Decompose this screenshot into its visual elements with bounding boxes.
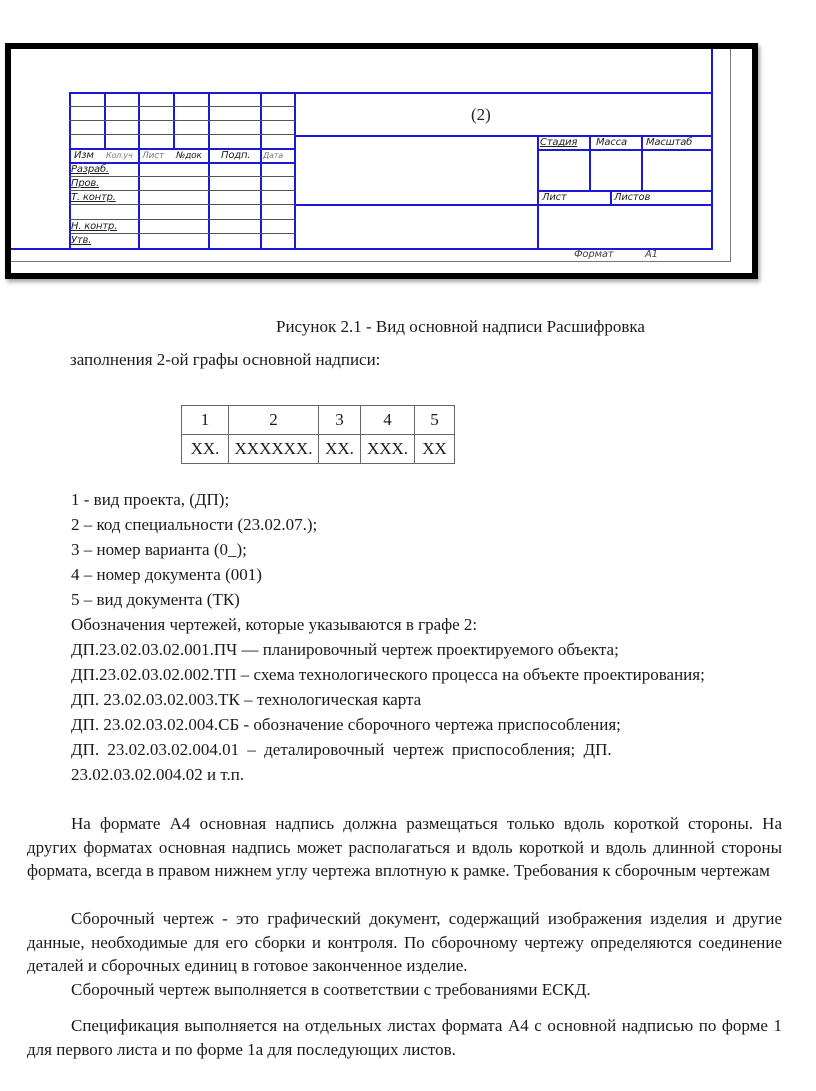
table-cell: XX.	[319, 435, 361, 464]
paragraph: Спецификация выполняется на отдельных листах формата А4 с основной надписью по форме 1 для первого листа и по форме 1а для последующих листов.	[27, 1016, 782, 1059]
frame-bottom-line	[11, 261, 731, 262]
designation-item: ДП. 23.02.03.02.004.СБ - обозначение сборочного чертежа приспособления;	[71, 715, 621, 734]
table-header-row	[182, 406, 455, 435]
designations-heading: Обозначения чертежей, которые указываются в графе 2:	[71, 615, 478, 634]
grid-line	[610, 190, 612, 204]
table-cell: XX	[415, 435, 455, 464]
grid-line	[69, 92, 713, 94]
format-value: А1	[645, 249, 658, 260]
grid-line	[69, 219, 295, 220]
designation-item: ДП. 23.02.03.02.004.01 – деталировочный чертеж приспособления; ДП.	[71, 740, 612, 759]
grid-line	[69, 190, 295, 191]
header-massa: Масса	[596, 137, 627, 148]
grid-line	[69, 233, 295, 234]
paragraph: Сборочный чертеж выполняется в соответствии с требованиями ЕСКД.	[71, 980, 591, 999]
grid-line	[69, 204, 295, 205]
row-razrab: Разраб.	[71, 164, 109, 175]
header-masshtab: Масштаб	[646, 137, 693, 148]
title-block-figure	[5, 43, 758, 279]
grid-line	[294, 92, 296, 249]
grid-line	[537, 135, 539, 249]
grid-line	[69, 176, 295, 177]
figure-caption: Рисунок 2.1 - Вид основной надписи Расшифровка	[276, 317, 645, 336]
row-utv: Утв.	[71, 235, 92, 246]
designation-item: ДП. 23.02.03.02.003.ТК – технологическая карта	[71, 690, 422, 709]
graph-2-label: (2)	[471, 105, 491, 124]
table-cell: 3	[319, 406, 361, 435]
row-prov: Пров.	[71, 178, 100, 189]
row-n-kontr: Н. контр.	[71, 221, 118, 232]
list-item: 4 – номер документа (001)	[71, 565, 262, 584]
grid-line	[641, 135, 643, 191]
table-cell: 1	[182, 406, 229, 435]
table-cell: XX.	[182, 435, 229, 464]
caption-continuation: заполнения 2-ой графы основной надписи:	[70, 350, 381, 369]
grid-line	[208, 92, 210, 249]
table-cell: 4	[361, 406, 415, 435]
header-stadiya: Стадия	[540, 137, 578, 148]
grid-line	[589, 135, 591, 191]
grid-line	[537, 149, 713, 151]
grid-line	[69, 120, 295, 121]
header-list: Лист	[142, 151, 165, 161]
table-cell: 5	[415, 406, 455, 435]
format-label: Формат	[574, 249, 614, 260]
row-t-kontr: Т. контр.	[71, 192, 116, 203]
table-row	[182, 435, 455, 464]
header-podp: Подп.	[221, 150, 251, 161]
header-data: Дата	[263, 151, 283, 160]
grid-line	[138, 92, 140, 249]
list-item: 3 – номер варианта (0_);	[71, 540, 247, 559]
designation-item: ДП.23.02.03.02.002.ТП – схема технологического процесса на объекте проектирования;	[71, 665, 705, 684]
header-n-dok: №док	[176, 151, 202, 161]
frame-right-line	[730, 49, 731, 262]
list-item: 1 - вид проекта, (ДП);	[71, 490, 230, 509]
code-structure-table	[181, 405, 455, 464]
designation-item: 23.02.03.02.004.02 и т.п.	[71, 765, 245, 784]
header-izm: Изм	[74, 150, 94, 161]
header-kol-uch: Кол.уч	[106, 151, 133, 160]
grid-line	[260, 92, 262, 249]
grid-line	[295, 204, 713, 206]
paragraph: Сборочный чертеж - это графический документ, содержащий изображения изделия и другие данные, необходимые для его сборки и контроля. По сборочному чертежу определяются соединение деталей и сборочных единиц в готовое законченное изделие.	[27, 909, 782, 975]
table-cell: 2	[229, 406, 319, 435]
label-list: Лист	[542, 192, 567, 203]
list-item: 2 – код специальности (23.02.07.);	[71, 515, 318, 534]
designation-item: ДП.23.02.03.02.001.ПЧ — планировочный чертеж проектируемого объекта;	[71, 640, 619, 659]
label-listov: Листов	[614, 192, 651, 203]
paragraph: На формате А4 основная надпись должна размещаться только вдоль короткой стороны. На других форматах основная надпись может располагаться и вдоль короткой и вдоль длинной стороны формата, всегда в правом нижнем углу чертежа вплотную к рамке. Требования к сборочным чертежам	[27, 814, 782, 880]
grid-line	[69, 134, 295, 135]
table-cell: XXX.	[361, 435, 415, 464]
table-cell: XXXXXX.	[229, 435, 319, 464]
grid-line	[69, 106, 295, 107]
list-item: 5 – вид документа (ТК)	[71, 590, 240, 609]
